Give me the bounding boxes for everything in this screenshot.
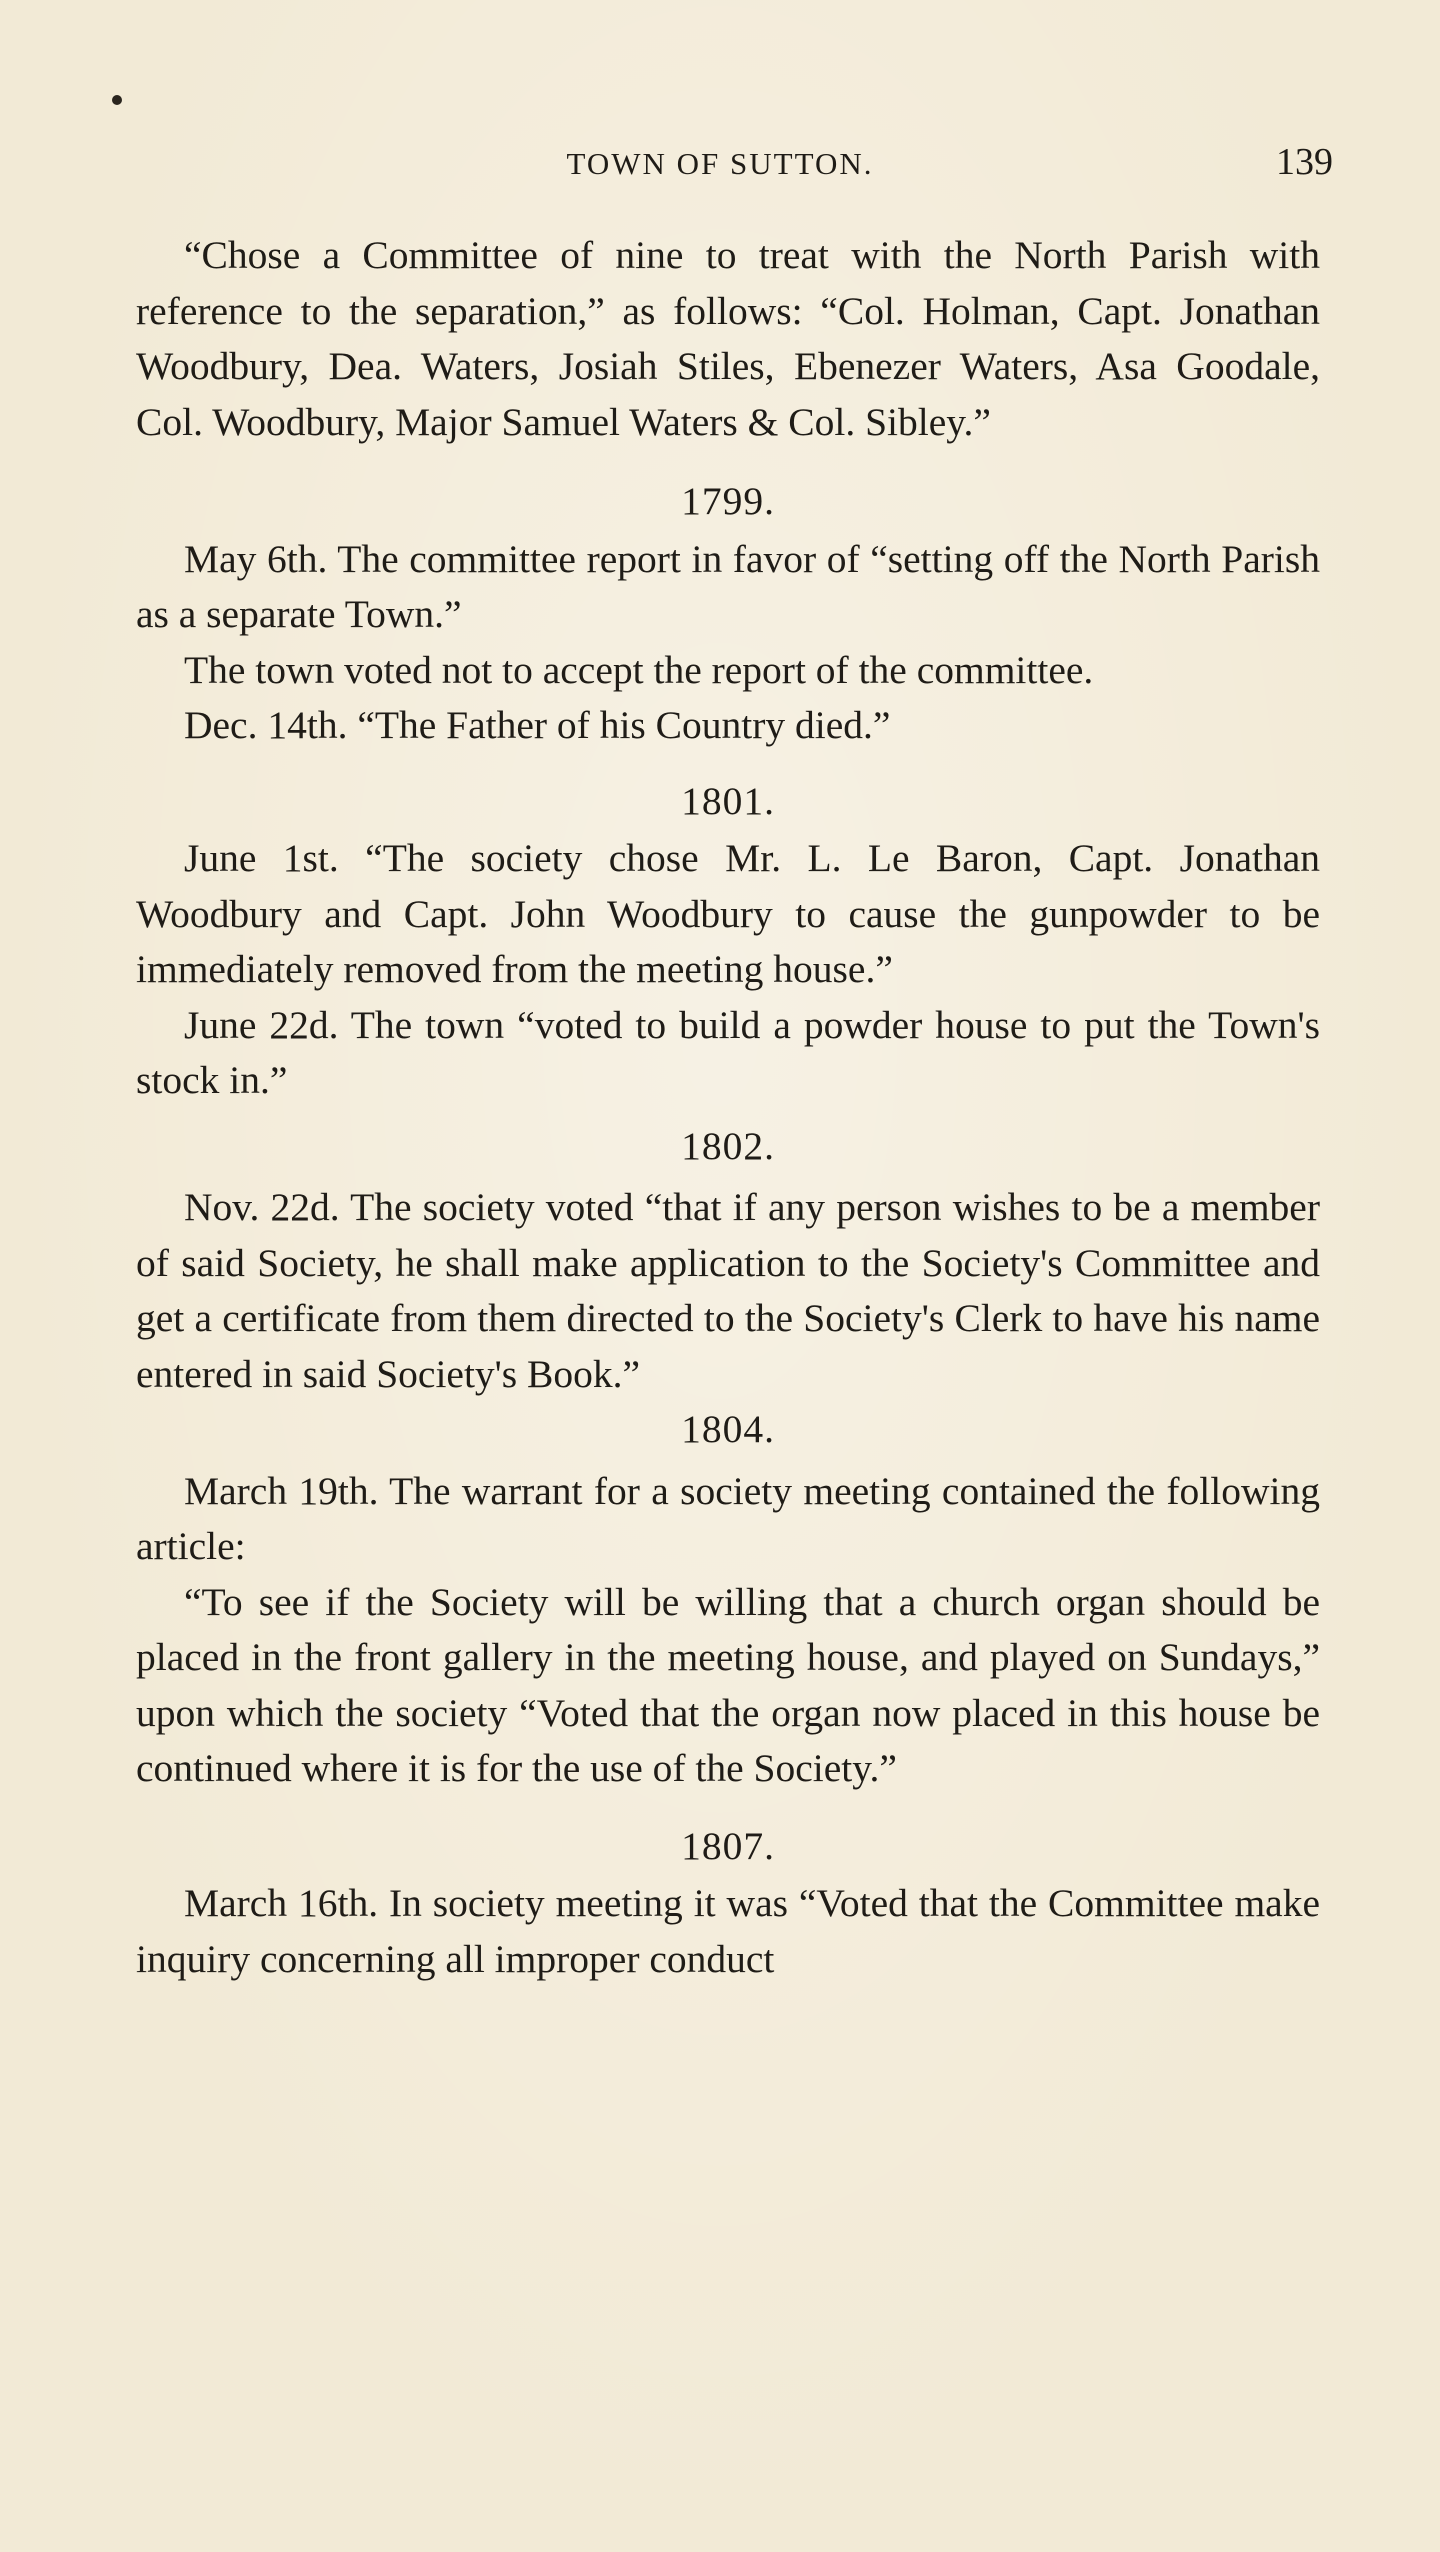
page-number: 139 xyxy=(1276,141,1333,183)
paragraph-march-16th: March 16th. In society meeting it was “Voted that the Committee make inquiry concerning all improper conduct xyxy=(136,1881,1320,1981)
page-header xyxy=(0,140,1440,190)
body-text xyxy=(136,228,1320,1987)
running-title: TOWN OF SUTTON. xyxy=(566,146,874,181)
year-heading-1807: 1807. xyxy=(681,1823,775,1868)
year-heading-1801: 1801. xyxy=(681,778,775,823)
paragraph-committee-of-nine: “Chose a Committee of nine to treat with the North Parish with reference to the separation,” as follows: “Col. Holman, Capt. Jonathan Woodbury, Dea. Waters, Josiah Stiles, Ebenezer Waters, Asa Goodale, Col. Woodbury, Major Samuel Waters & Col. Sibley.” xyxy=(136,233,1320,444)
paragraph-church-organ: “To see if the Society will be willing that a church organ should be placed in the front gallery in the meeting house, and played on Sundays,” upon which the society “Voted that the organ now placed in this house be continued where it is for the use of the Society.” xyxy=(136,1579,1320,1790)
year-heading-1799: 1799. xyxy=(681,479,775,523)
paragraph-may-6th: May 6th. The committee report in favor of “setting off the North Parish as a separate Town.” xyxy=(136,536,1320,636)
ink-speck xyxy=(112,95,122,105)
paragraph-june-22d: June 22d. The town “voted to build a powder house to put the Town's stock in.” xyxy=(136,1002,1320,1102)
paragraph-town-voted: The town voted not to accept the report of the committee. xyxy=(184,647,1094,692)
paragraph-nov-22d: Nov. 22d. The society voted “that if any person wishes to be a member of said Society, he shall make application to the Society's Committee and get a certificate from them directed to the Society's Clerk to have his name entered in said Society's Book.” xyxy=(136,1185,1320,1396)
year-heading-1802: 1802. xyxy=(681,1123,775,1168)
year-heading-1804: 1804. xyxy=(681,1407,775,1451)
paragraph-june-1st: June 1st. “The society chose Mr. L. Le Baron, Capt. Jonathan Woodbury and Capt. John Woodbury to cause the gunpowder to be immediately removed from the meeting house.” xyxy=(136,836,1320,991)
paragraph-dec-14th: Dec. 14th. “The Father of his Country died.” xyxy=(184,703,891,747)
paragraph-march-19th: March 19th. The warrant for a society meeting contained the following article: xyxy=(136,1468,1320,1568)
